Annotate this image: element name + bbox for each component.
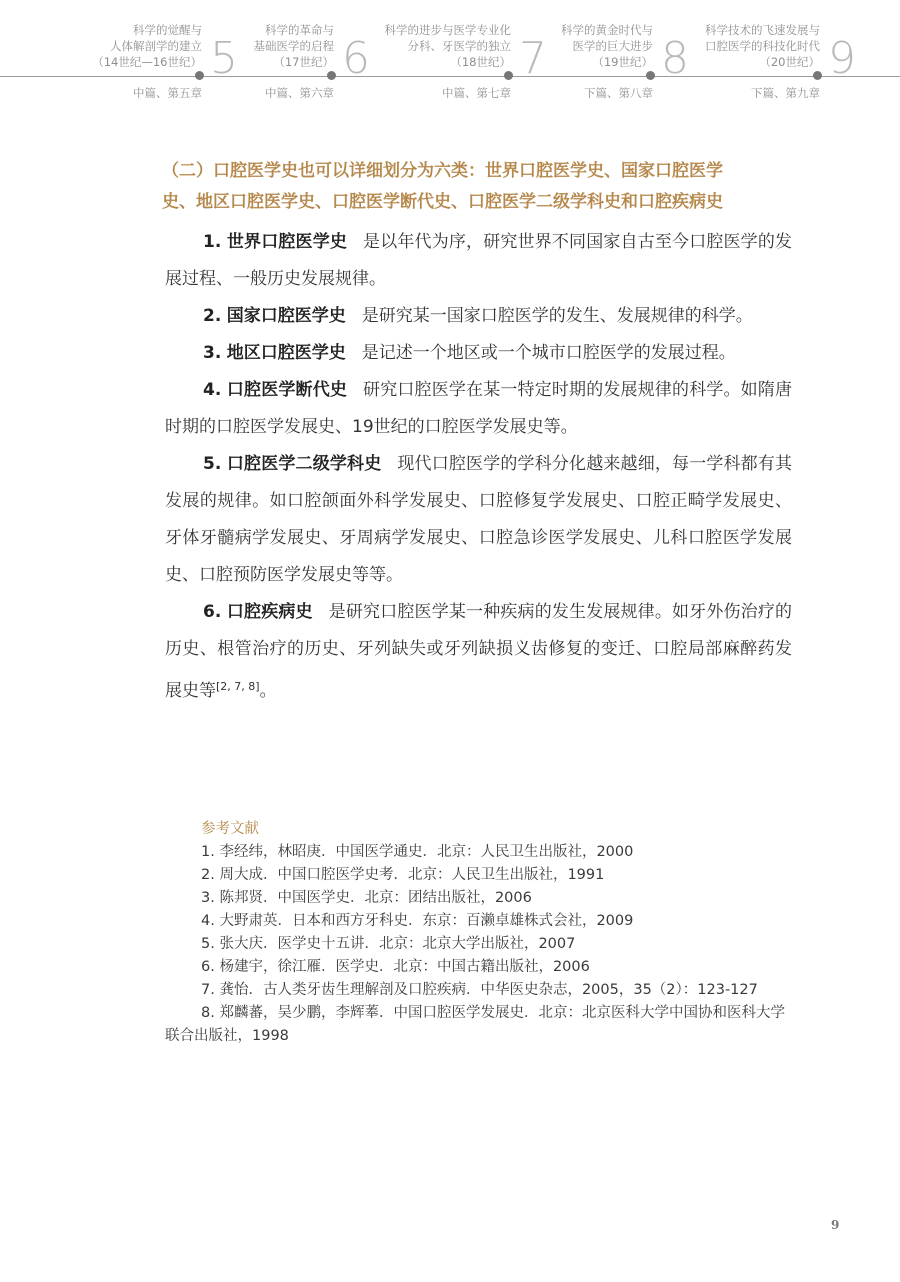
references-title: 参考文献 (201, 821, 259, 837)
item-text: 现代口腔医学的学科分化越来越细，每一学科都有其发展的规律。如口腔颌面外科学发展史、口腔修复学发展史、口腔正畸学发展史、牙体牙髓病学发展史、牙周病学发展史、口腔急诊医学发展史、儿科口腔医学发展史、口腔预防医学发展史等等。 (165, 454, 793, 585)
reference-item: 5. 张大庆．医学史十五讲．北京：北京大学出版社，2007 (201, 936, 576, 952)
chapter-number: 9 (828, 33, 856, 84)
chapter-part-label: 中篇、第五章 (133, 86, 202, 100)
item-text: 是以年代为序，研究世界不同国家自古至今口腔医学的发展过程、一般历史发展规律。 (165, 232, 793, 289)
item-number: 4. (203, 380, 222, 400)
category-item-regional (165, 335, 792, 372)
section-heading: （二）口腔医学史也可以详细划分为六类：世界口腔医学史、国家口腔医学 史、地区口腔医学史、口腔医学断代史、口腔医学二级学科史和口腔疾病史 (162, 161, 723, 212)
timeline-dot (504, 71, 513, 80)
item-number: 1. (203, 232, 222, 252)
reference-item: 3. 陈邦贤．中国医学史．北京：团结出版社，2006 (201, 890, 532, 906)
page-number: 9 (831, 1218, 840, 1232)
category-item-disease (165, 594, 792, 710)
item-term: 地区口腔医学史 (226, 343, 346, 363)
item-number: 6. (203, 602, 222, 622)
chapter-timeline-header (0, 0, 900, 110)
chapter-title: 科学的觉醒与 人体解剖学的建立 （14世纪—16世纪） (92, 23, 202, 69)
chapter-title: 科学的黄金时代与 医学的巨大进步 （19世纪） (561, 23, 653, 69)
reference-item: 4. 大野肃英．日本和西方牙科史．东京：百濑卓雄株式会社，2009 (201, 913, 634, 929)
timeline-dot (813, 71, 822, 80)
references-section (165, 818, 792, 1048)
timeline-dot (646, 71, 655, 80)
chapter-part-label: 中篇、第七章 (442, 86, 511, 100)
chapter-title: 科学的进步与医学专业化 分科、牙医学的独立 （18世纪） (384, 23, 511, 69)
chapter-part-label: 中篇、第六章 (265, 86, 334, 100)
main-content (162, 156, 793, 710)
reference-item: 7. 龚怡．古人类牙齿生理解剖及口腔疾病．中华医史杂志，2005，35（2）：123-127 (201, 982, 758, 998)
chapter-number: 8 (661, 33, 689, 84)
timeline-dot (327, 71, 336, 80)
item-text: 研究口腔医学在某一特定时期的发展规律的科学。如隋唐时期的口腔医学发展史、19世纪的口腔医学发展史等。 (165, 380, 793, 437)
chapter-title: 科学技术的飞速发展与 口腔医学的科技化时代 （20世纪） (705, 23, 820, 69)
chapter-part-label: 下篇、第九章 (751, 86, 820, 100)
citation-marker: [2, 7, 8] (216, 680, 260, 693)
item-term: 世界口腔医学史 (226, 232, 348, 252)
item-term: 口腔医学断代史 (226, 380, 348, 400)
item-text: 是记述一个地区或一个城市口腔医学的发展过程。 (361, 343, 736, 363)
item-number: 2. (203, 306, 222, 326)
timeline-dot (195, 71, 204, 80)
item-text-end: 。 (259, 681, 277, 701)
category-item-national (165, 298, 792, 335)
category-item-world (165, 224, 792, 298)
item-term: 国家口腔医学史 (226, 306, 346, 326)
reference-item: 8. 郑麟蕃，吴少鹏，李辉菶．中国口腔医学发展史．北京：北京医科大学中国协和医科大学联合出版社，1998 (165, 1005, 785, 1044)
item-term: 口腔医学二级学科史 (226, 454, 382, 474)
item-term: 口腔疾病史 (226, 602, 313, 622)
item-number: 5. (203, 454, 222, 474)
item-text: 是研究某一国家口腔医学的发生、发展规律的科学。 (361, 306, 753, 326)
category-item-period (165, 372, 792, 446)
chapter-part-label: 下篇、第八章 (584, 86, 653, 100)
reference-item: 2. 周大成．中国口腔医学史考．北京：人民卫生出版社，1991 (201, 867, 605, 883)
timeline-line (0, 76, 900, 77)
chapter-number: 7 (519, 33, 547, 84)
reference-item: 6. 杨建宇，徐江雁．医学史．北京：中国古籍出版社，2006 (201, 959, 590, 975)
chapter-title: 科学的革命与 基础医学的启程 （17世纪） (253, 23, 334, 69)
chapter-number: 6 (342, 33, 370, 84)
item-text: 是研究口腔医学某一种疾病的发生发展规律。如牙外伤治疗的历史、根管治疗的历史、牙列缺失或牙列缺损义齿修复的变迁、口腔局部麻醉药发展史等 (165, 602, 793, 701)
reference-item: 1. 李经纬，林昭庚．中国医学通史．北京：人民卫生出版社，2000 (201, 844, 634, 860)
item-number: 3. (203, 343, 222, 363)
chapter-number: 5 (210, 33, 238, 84)
category-item-subdiscipline (165, 446, 792, 594)
